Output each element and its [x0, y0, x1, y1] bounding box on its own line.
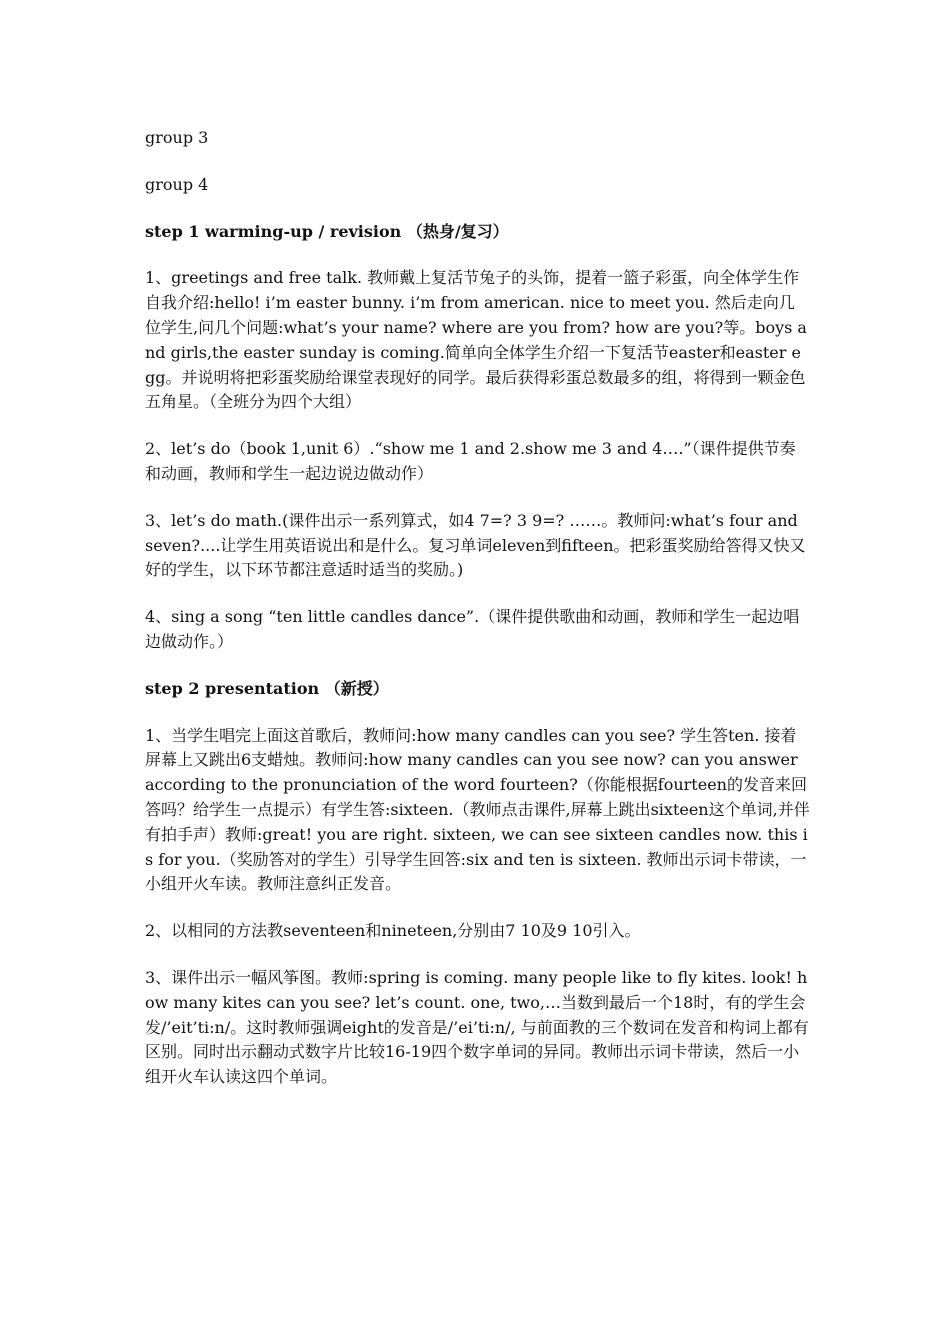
paragraph-step1-item-3: 3、let’s do math.(课件出示一系列算式，如4 7=? 3 9=? ……。教师问:what’s four and seven?....让学生用英语说出和是什么。复习单词eleven到fifteen。把彩蛋奖励给答得又快又好的学生，以下环节都注意适时适当的奖励。) — [145, 510, 806, 580]
paragraph-step1-item-2: 2、let’s do（book 1,unit 6）.“show me 1 and 2.show me 3 and 4….”（课件提供节奏和动画，教师和学生一起边说边做动作） — [145, 439, 796, 483]
paragraph-step2-item-1: 1、当学生唱完上面这首歌后，教师问:how many candles can you see? 学生答ten. 接着屏幕上又跳出6支蜡烛。教师问:how many candles can you see now? can you answer according to the pronunciation of the word fourteen?（你能根据fourteen的发音来回答吗？给学生一点提示）有学生答:sixteen.（教师点击课件,屏幕上跳出sixteen这个单词,并伴有拍手声）教师:great! you are right. sixteen, we can see sixteen candles now. this is for you.（奖励答对的学生）引导学生回答:six and ten is sixteen. 教师出示词卡带读，一小组开火车读。教师注意纠正发音。 — [145, 725, 810, 894]
heading-step-2: step 2 presentation （新授） — [145, 678, 389, 698]
paragraph-step2-item-3: 3、课件出示一幅风筝图。教师:spring is coming. many people like to fly kites. look! how many kites can you see? let’s count. one, two,…当数到最后一个18时，有的学生会发/’eit’ti:n/。这时教师强调eight的发音是/’ei’ti:n/, 与前面教的三个数词在发音和构词上都有区别。同时出示翻动式数字片比较16-19四个数字单词的异同。教师出示词卡带读，然后一小组开火车认读这四个单词。 — [145, 967, 809, 1087]
paragraph-step1-item-4: 4、sing a song “ten little candles dance”.（课件提供歌曲和动画，教师和学生一起边唱边做动作。） — [145, 607, 800, 651]
paragraph-group-4: group 4 — [145, 174, 209, 194]
paragraph-step1-item-1: 1、greetings and free talk. 教师戴上复活节兔子的头饰，提着一篮子彩蛋，向全体学生作自我介绍:hello! i’m easter bunny. i’m from american. nice to meet you. 然后走向几位学生,问几个问题:what’s your name? where are you from? how are you?等。boys and girls,the easter sunday is coming.简单向全体学生介绍一下复活节easter和easter egg。并说明将把彩蛋奖励给课堂表现好的同学。最后获得彩蛋总数最多的组，将得到一颗金色五角星。（全班分为四个大组） — [145, 268, 807, 412]
document-body — [145, 126, 810, 1112]
heading-step-1: step 1 warming-up / revision （热身/复习） — [145, 221, 509, 241]
paragraph-group-3: group 3 — [145, 128, 209, 147]
paragraph-step2-item-2: 2、以相同的方法教seventeen和nineteen,分别由7 10及9 10引入。 — [145, 921, 641, 941]
